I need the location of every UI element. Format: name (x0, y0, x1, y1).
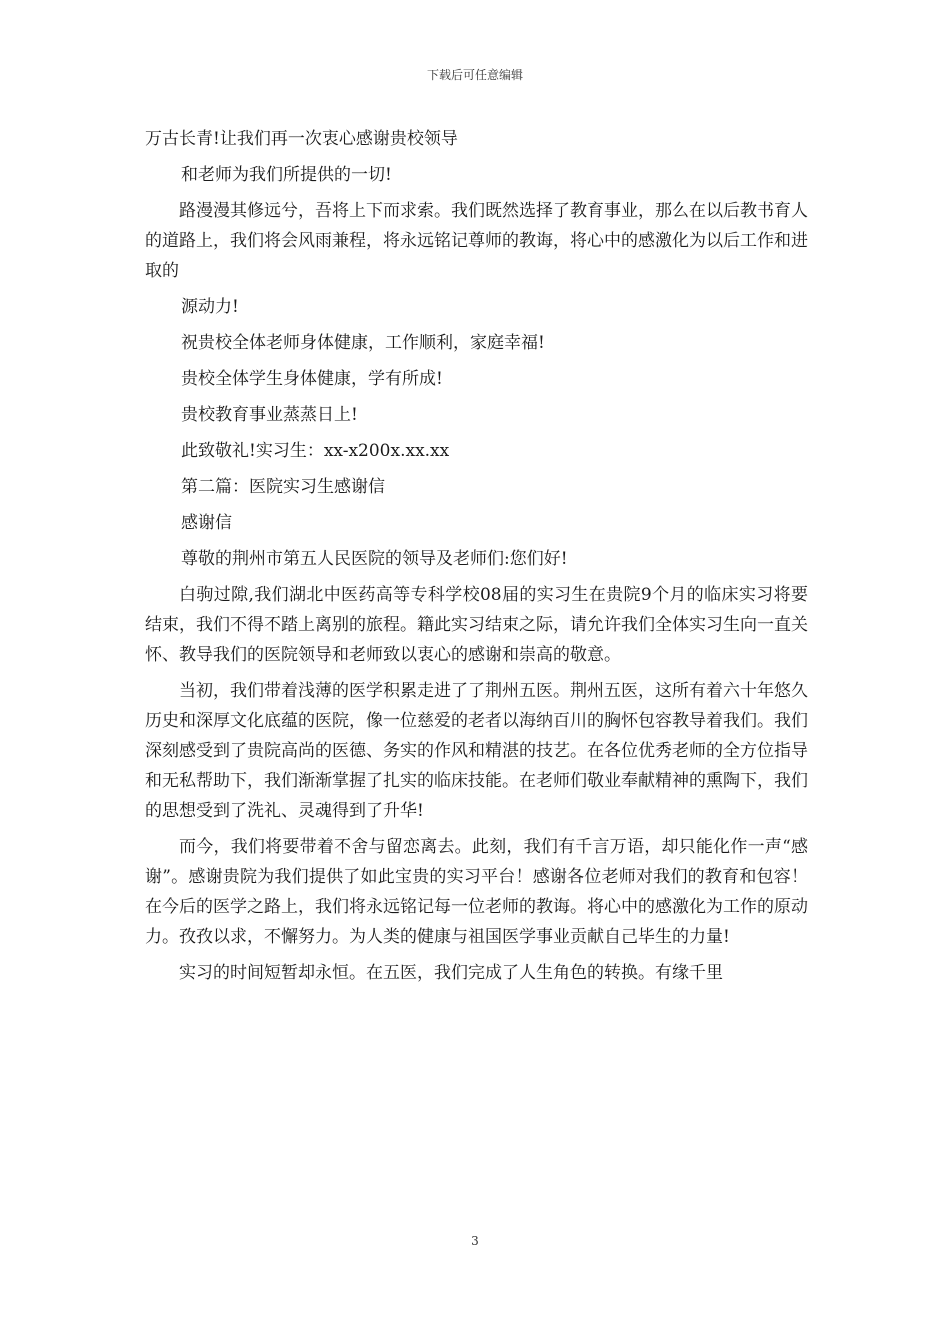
paragraph-5: 祝贵校全体老师身体健康，工作顺利，家庭幸福! (181, 333, 545, 353)
section-heading: 第二篇：医院实习生感谢信 (181, 477, 385, 497)
paragraph-7: 贵校教育事业蒸蒸日上! (181, 405, 358, 425)
letter-title: 感谢信 (181, 513, 232, 533)
paragraph-1: 万古长青!让我们再一次衷心感谢贵校领导 (145, 129, 458, 149)
page-header: 下载后可任意编辑 (426, 68, 523, 82)
paragraph-12: 白驹过隙,我们湖北中医药高等专科学校08届的实习生在贵院9个月的临床实习将要结束，我们不得不踏上离别的旅程。籍此实习结束之际，请允许我们全体实习生向一直关怀、教导我们的医院领导和老师致以衷心的感谢和崇高的敬意。 (145, 585, 808, 665)
salutation: 尊敬的荆州市第五人民医院的领导及老师们:您们好! (181, 549, 568, 569)
paragraph-13: 当初，我们带着浅薄的医学积累走进了了荆州五医。荆州五医，这所有着六十年悠久历史和深厚文化底蕴的医院，像一位慈爱的老者以海纳百川的胸怀包容教导着我们。我们深刻感受到了贵院高尚的医德、务实的作风和精湛的技艺。在各位优秀老师的全方位指导和无私帮助下，我们渐渐掌握了扎实的临床技能。在老师们敬业奉献精神的熏陶下，我们的思想受到了洗礼、灵魂得到了升华! (145, 681, 808, 821)
document-body (145, 124, 808, 988)
paragraph-2: 和老师为我们所提供的一切! (181, 165, 392, 185)
page-number: 3 (471, 1234, 479, 1248)
paragraph-6: 贵校全体学生身体健康，学有所成! (181, 369, 443, 389)
paragraph-8: 此致敬礼!实习生：xx-x200x.xx.xx (181, 441, 450, 461)
paragraph-4: 源动力! (181, 297, 239, 317)
paragraph-3: 路漫漫其修远兮，吾将上下而求索。我们既然选择了教育事业，那么在以后教书育人的道路上，我们将会风雨兼程，将永远铭记尊师的教诲，将心中的感激化为以后工作和进取的 (145, 201, 808, 281)
paragraph-14: 而今，我们将要带着不舍与留恋离去。此刻，我们有千言万语，却只能化作一声“感谢”。感谢贵院为我们提供了如此宝贵的实习平台！感谢各位老师对我们的教育和包容！在今后的医学之路上，我们将永远铭记每一位老师的教诲。将心中的感激化为工作的原动力。孜孜以求，不懈努力。为人类的健康与祖国医学事业贡献自己毕生的力量! (145, 837, 808, 947)
paragraph-15: 实习的时间短暂却永恒。在五医，我们完成了人生角色的转换。有缘千里 (179, 963, 723, 983)
